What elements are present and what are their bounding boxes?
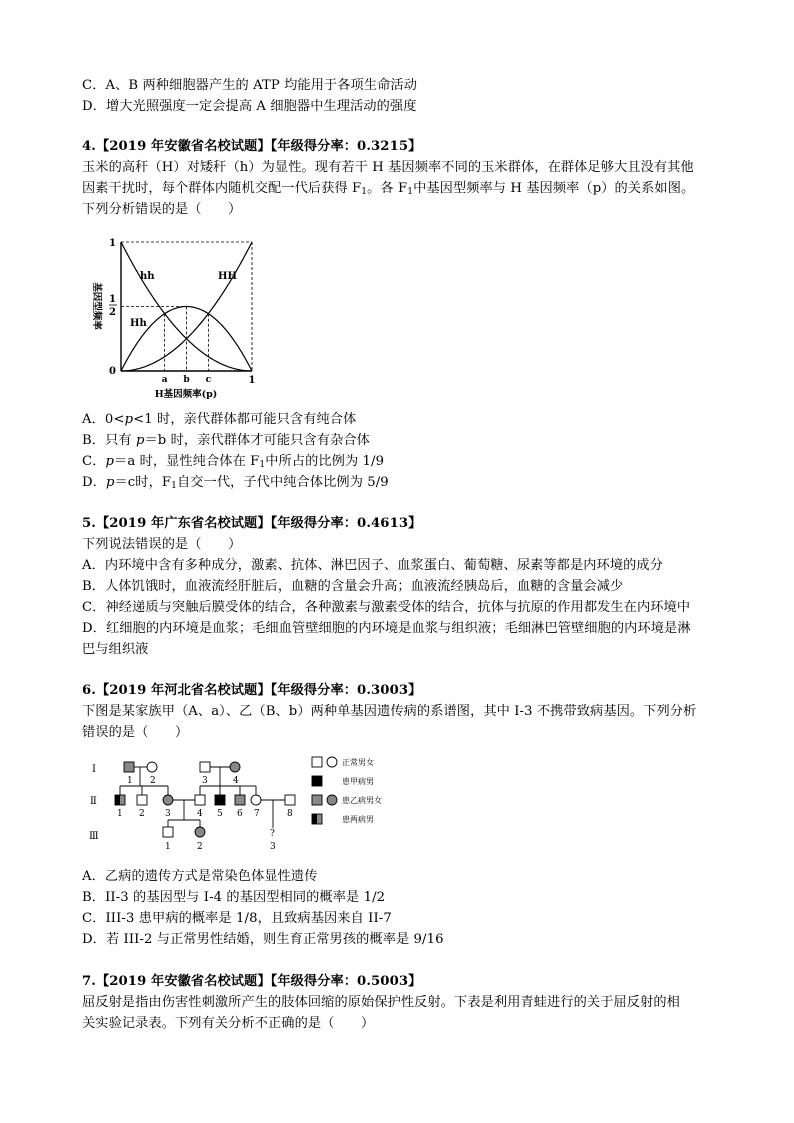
- II-1-number: 1: [117, 809, 123, 819]
- I-4-affected-B-female: [230, 762, 240, 772]
- legend-B-female-symbol: [327, 795, 337, 805]
- legend-A-male-symbol: [312, 776, 322, 786]
- label-Hh: Hh: [130, 318, 147, 329]
- generation-III: Ⅲ: [89, 831, 99, 842]
- II-1-affected-both-male: [115, 795, 125, 805]
- q4-stem2-a: 因素干扰时，每个群体内随机交配一代后获得 F: [82, 181, 362, 196]
- q4-opt-c-var: p: [105, 454, 115, 469]
- q4-stem2-c: 中基因型频率与 H 基因频率（p）的关系如图。: [413, 181, 695, 196]
- q4-opt-b-var: p: [135, 433, 145, 448]
- II-7-number: 7: [254, 809, 260, 819]
- II-5-affected-A-male: [215, 795, 225, 805]
- q4-opt-d-sub: 1: [171, 481, 177, 491]
- x-tick-1: 1: [248, 375, 256, 386]
- q4-opt-a-post: <1 时，亲代群体都可能只含有纯合体: [133, 412, 357, 427]
- generation-II: Ⅱ: [90, 796, 97, 807]
- q4-option-d: [82, 473, 389, 493]
- q5-stem: 下列说法错误的是（ ）: [82, 537, 242, 552]
- q7-header: 7.【2019 年安徽省名校试题】【年级得分率：0.5003】: [82, 974, 422, 989]
- x-tick-b: b: [183, 375, 190, 385]
- q4-opt-d-var: p: [105, 475, 115, 490]
- label-hh: hh: [140, 271, 155, 282]
- q7-stem-line2: 关实验记录表。下列有关分析不正确的是（ ）: [82, 1016, 375, 1031]
- q4-opt-a-var: p: [124, 412, 134, 427]
- q3-option-d: D．增大光照强度一定会提高 A 细胞器中生理活动的强度: [82, 99, 417, 114]
- q4-opt-c-post2: 中所占的比例为 1/9: [265, 454, 385, 469]
- q6-option-a: A．乙病的遗传方式是常染色体显性遗传: [82, 869, 318, 884]
- q4-header: 4.【2019 年安徽省名校试题】【年级得分率：0.3215】: [82, 139, 422, 154]
- q3-option-c: C．A、B 两种细胞器产生的 ATP 均能用于各项生命活动: [82, 78, 417, 93]
- legend-B-male-symbol: [312, 795, 322, 805]
- q5-option-b: B．人体饥饿时，血液流经肝脏后，血糖的含量会升高；血液流经胰岛后，血糖的含量会减少: [82, 579, 624, 594]
- pedigree-chart: [80, 752, 400, 854]
- III-2-number: 2: [197, 842, 203, 852]
- q4-option-a: [82, 410, 356, 430]
- II-3-affected-B-female: [163, 795, 173, 805]
- label-HH: HH: [218, 271, 237, 282]
- II-3-number: 3: [165, 809, 171, 819]
- II-8-normal-male: [285, 795, 295, 805]
- q4-stem2-sub2: 1: [407, 187, 414, 197]
- I-1-number: 1: [127, 776, 133, 786]
- I-2-number: 2: [150, 776, 156, 786]
- II-7-normal-female: [251, 795, 261, 805]
- legend-B-label: 患乙病男女: [342, 796, 382, 805]
- III-3-unknown-mark: ?: [270, 829, 275, 839]
- y-axis-label: 基因型频率: [91, 282, 102, 330]
- q4-opt-b-pre: B．只有: [82, 433, 136, 448]
- q6-option-d: D．若 III-2 与正常男性结婚，则生育正常男孩的概率是 9/16: [82, 932, 444, 947]
- x-tick-a: a: [161, 375, 168, 385]
- II-4-normal-male: [195, 795, 205, 805]
- q4-opt-c-pre: C．: [82, 454, 106, 469]
- legend-both-label: 患两病男: [342, 815, 374, 824]
- legend-both-male-symbol: [312, 814, 322, 824]
- y-tick-0: 0: [109, 366, 116, 377]
- q4-opt-b-post: ＝b 时，亲代群体才可能只含有杂合体: [144, 433, 370, 448]
- III-1-number: 1: [165, 842, 171, 852]
- legend-A-label: 患甲病男: [342, 777, 374, 786]
- III-2-affected-B-female: [195, 827, 205, 837]
- q4-stem2-sub: 1: [361, 187, 368, 197]
- y-tick-1: 1: [109, 238, 116, 249]
- q6-option-b: B．II-3 的基因型与 I-4 的基因型相同的概率是 1/2: [82, 890, 386, 905]
- I-2-normal-female: [147, 762, 157, 772]
- q5-option-d-line2: 巴与组织液: [82, 642, 149, 657]
- q6-stem-line2: 错误的是（ ）: [82, 725, 189, 740]
- I-3-normal-male: [200, 762, 210, 772]
- q5-option-c: C．神经递质与突触后膜受体的结合，各种激素与激素受体的结合，抗体与抗原的作用都发生在内环境中: [82, 600, 691, 615]
- q5-option-a: A．内环境中含有多种成分，激素、抗体、淋巴因子、血浆蛋白、葡萄糖、尿素等都是内环境的成分: [82, 558, 663, 573]
- legend-normal-male-symbol: [312, 757, 322, 767]
- II-4-number: 4: [197, 809, 203, 819]
- II-2-normal-male: [137, 795, 147, 805]
- II-5-number: 5: [217, 809, 223, 819]
- q4-opt-d-post2: 自交一代，子代中纯合体比例为 5/9: [176, 475, 389, 490]
- q4-opt-d-pre: D．: [82, 475, 106, 490]
- y-tick-half-denominator: 2: [109, 307, 116, 318]
- I-1-affected-B-male: [124, 762, 134, 772]
- legend-normal-label: 正常男女: [342, 758, 374, 767]
- II-8-number: 8: [287, 809, 293, 819]
- q6-stem-line1: 下图是某家族甲（A、a）、乙（B、b）两种单基因遗传病的系谱图，其中 I-3 不携带致病基因。下列分析: [82, 704, 697, 719]
- III-1-normal-male: [163, 827, 173, 837]
- q6-option-c: C．III-3 患甲病的概率是 1/8，且致病基因来自 II-7: [82, 911, 392, 926]
- q7-stem-line1: 屈反射是指由伤害性刺激所产生的肢体回缩的原始保护性反射。下表是利用青蛙进行的关于屈反射的相: [82, 995, 680, 1010]
- q6-header: 6.【2019 年河北省名校试题】【年级得分率：0.3003】: [82, 683, 422, 698]
- q4-opt-c-post: ＝a 时，显性纯合体在 F: [114, 454, 260, 469]
- genotype-frequency-chart: [80, 228, 280, 404]
- q4-stem-line2: [82, 179, 694, 199]
- q4-option-b: [82, 431, 370, 451]
- III-3-number: 3: [270, 842, 276, 852]
- q4-stem2-b: 。各 F: [367, 181, 408, 196]
- q5-option-d-line1: D．红细胞的内环境是血浆；毛细血管壁细胞的内环境是血浆与组织液；毛细淋巴管壁细胞的内环境是淋: [82, 621, 691, 636]
- q4-opt-a-pre: A．0<: [82, 412, 125, 427]
- q4-stem-line1: 玉米的高秆（H）对矮秆（h）为显性。现有若干 H 基因频率不同的玉米群体，在群体足够大且没有其他: [82, 160, 694, 175]
- q4-stem-line3: 下列分析错误的是（ ）: [82, 202, 242, 217]
- x-axis-label: H基因频率(p): [154, 389, 218, 400]
- y-tick-half-numerator: 1: [109, 294, 116, 305]
- generation-I: I: [92, 764, 96, 775]
- q4-option-c: [82, 452, 384, 472]
- legend-normal-female-symbol: [327, 757, 337, 767]
- II-6-affected-B-male: [235, 795, 245, 805]
- II-2-number: 2: [139, 809, 145, 819]
- q4-opt-d-post: ＝c时，F: [114, 475, 172, 490]
- I-4-number: 4: [233, 776, 239, 786]
- q5-header: 5.【2019 年广东省名校试题】【年级得分率：0.4613】: [82, 516, 422, 531]
- II-6-number: 6: [237, 809, 243, 819]
- I-3-number: 3: [202, 776, 208, 786]
- x-tick-c: c: [205, 375, 212, 385]
- q4-opt-c-sub: 1: [259, 460, 266, 470]
